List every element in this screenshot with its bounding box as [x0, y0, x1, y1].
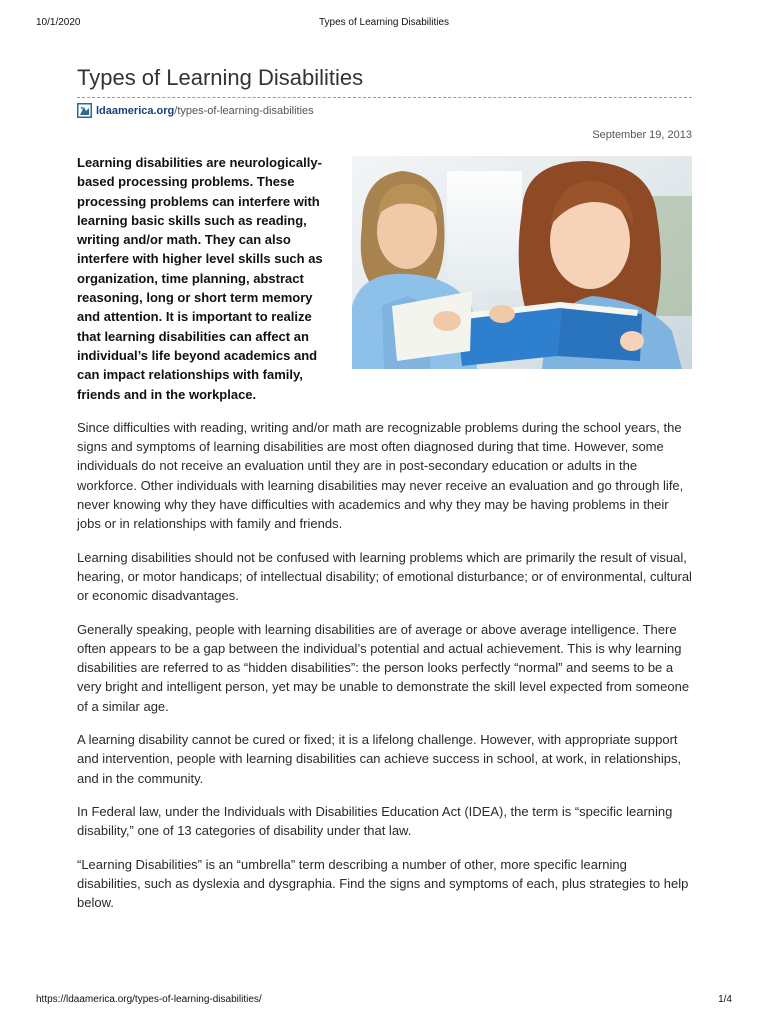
print-date: 10/1/2020: [36, 17, 81, 28]
page-title: Types of Learning Disabilities: [77, 64, 692, 98]
lead-paragraph: Learning disabilities are neurologically-based processing problems. These processing problems can interfere with learning basic skills such as reading, writing and/or math. They can also interfere with higher level skills such as organization, time planning, abstract reasoning, long or short term memory and attention. It is important to realize that learning disabilities can affect an individual’s life beyond academics and can impact relationships with family, friends and in the workplace.: [77, 155, 323, 402]
body-paragraph-2: Learning disabilities should not be confused with learning problems which are primarily the result of visual, hearing, or motor handicaps; of intellectual disability; of emotional disturbance; or of environmental, cultural or economic disadvantages.: [77, 549, 692, 604]
photo-two-girls-reading-book: [352, 156, 692, 369]
source-link[interactable]: [77, 103, 692, 118]
page-number: 1/4: [718, 994, 732, 1005]
publish-date: September 19, 2013: [592, 129, 692, 141]
site-favicon-icon: [77, 103, 92, 118]
body-paragraph-5: In Federal law, under the Individuals with Disabilities Education Act (IDEA), the term is “specific learning disability,” one of 13 categories of disability under that law.: [77, 803, 673, 839]
print-title: Types of Learning Disabilities: [318, 17, 450, 28]
source-domain[interactable]: ldaamerica.org: [96, 104, 175, 117]
body-paragraph-4: A learning disability cannot be cured or fixed; it is a lifelong challenge. However, with appropriate support and intervention, people with learning disabilities can achieve success in school, at work, in relationships, and in the community.: [77, 732, 682, 786]
print-header: [36, 17, 732, 28]
lead-section: [77, 153, 692, 404]
print-url[interactable]: https://ldaamerica.org/types-of-learning-disabilities/: [36, 994, 262, 1005]
article: [77, 64, 692, 912]
print-footer: [36, 994, 732, 1005]
body-paragraph-3: Generally speaking, people with learning disabilities are of average or above average intelligence. There often appears to be a gap between the individual’s potential and actual achievement. This is why learning disabilities are referred to as “hidden disabilities”: the person looks perfectly “normal” and seems to be a very bright and intelligent person, yet may be unable to demonstrate the skill level expected from someone of a similar age.: [77, 621, 690, 714]
body-paragraph-6: “Learning Disabilities” is an “umbrella” term describing a number of other, more specific learning disabilities, such as dyslexia and dysgraphia. Find the signs and symptoms of each, plus strategies to help below.: [77, 856, 689, 911]
body-paragraph-1: Since difficulties with reading, writing and/or math are recognizable problems during the school years, the signs and symptoms of learning disabilities are most often diagnosed during that time. However, some individuals do not receive an evaluation until they are in post-secondary education or adults in the workforce. Other individuals with learning disabilities may never receive an evaluation and go through life, never knowing why they have difficulties with academics and why they may be having problems in their jobs or in relationships with family and friends.: [77, 419, 684, 532]
source-path[interactable]: /types-of-learning-disabilities: [174, 104, 314, 117]
